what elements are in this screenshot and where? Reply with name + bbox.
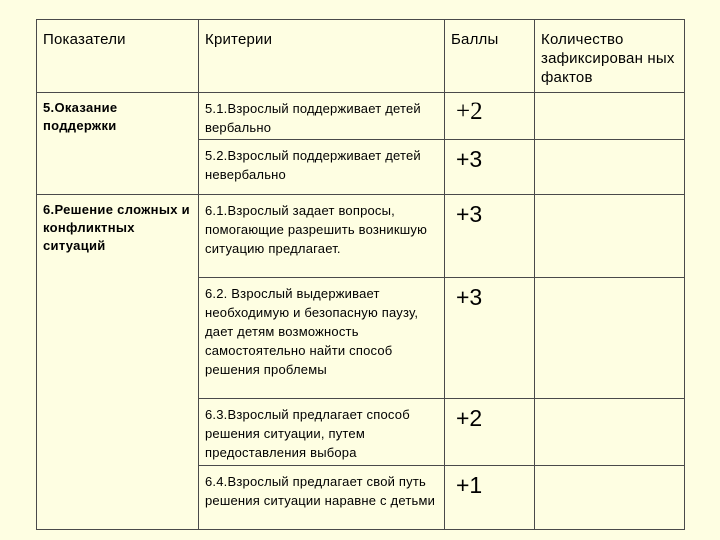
count-cell [535,399,685,466]
count-value [535,399,684,407]
points-cell [445,140,535,195]
criterion-text: 6.4.Взрослый предлагает свой путь решения ситуации наравне с детьми [205,474,436,508]
criterion-text: 6.2. Взрослый выдерживает необходимую и безопасную паузу, дает детям возможность самостоятельно найти способ решения проблемы [205,286,419,377]
criterion-text: 5.1.Взрослый поддерживает детей вербально [205,101,421,135]
indicator-cell [37,195,199,530]
points-cell [445,195,535,278]
points-value: +1 [456,472,483,498]
header-cell-points [445,20,535,93]
header-count: Количество зафиксирован ных фактов [541,31,675,86]
count-cell [535,140,685,195]
criterion-text: 6.1.Взрослый задает вопросы, помогающие разрешить возникшую ситуацию предлагает. [205,203,428,256]
points-value: +2 [456,405,483,431]
header-cell-count [535,20,685,93]
header-cell-indicators [37,20,199,93]
header-row [37,20,685,93]
indicator-cell [37,93,199,195]
criterion-text: 5.2.Взрослый поддерживает детей невербально [205,148,421,182]
points-cell [445,93,535,140]
criteria-table [36,19,685,530]
points-value: +3 [456,284,483,310]
count-cell [535,195,685,278]
points-cell [445,466,535,530]
points-value: +2 [456,98,483,125]
points-cell [445,278,535,399]
count-value [535,93,684,101]
count-value [535,140,684,148]
criterion-cell [199,195,445,278]
points-value: +3 [456,146,483,172]
table-row [37,93,685,140]
count-cell [535,466,685,530]
count-cell [535,278,685,399]
criterion-cell [199,93,445,140]
count-value [535,278,684,286]
indicator-label: 5.Оказание поддержки [43,100,118,133]
table-row [37,195,685,278]
criterion-text: 6.3.Взрослый предлагает способ решения ситуации, путем предоставления выбора [205,407,410,460]
count-value [535,466,684,474]
criterion-cell [199,399,445,466]
header-criteria: Критерии [205,31,273,48]
points-value: +3 [456,201,483,227]
count-value [535,195,684,203]
indicator-label: 6.Решение сложных и конфликтных ситуаций [43,202,190,253]
header-indicators: Показатели [43,31,126,48]
criterion-cell [199,466,445,530]
criterion-cell [199,140,445,195]
points-cell [445,399,535,466]
header-points: Баллы [451,31,499,48]
header-cell-criteria [199,20,445,93]
count-cell [535,93,685,140]
criterion-cell [199,278,445,399]
